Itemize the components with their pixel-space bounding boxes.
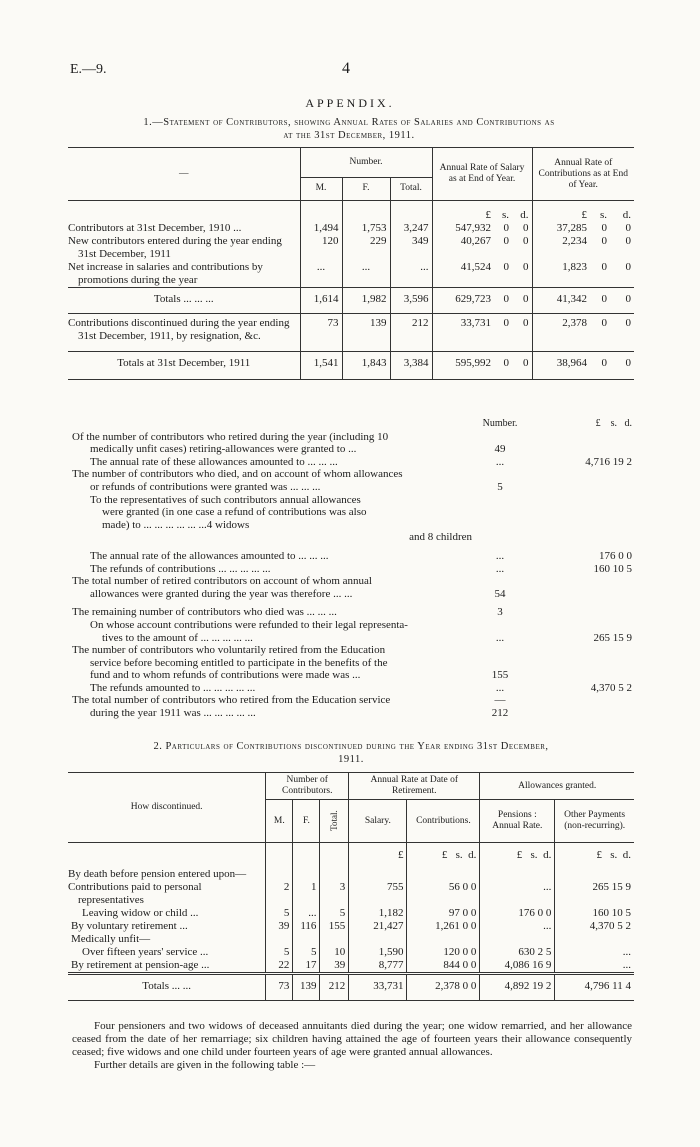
note-line: On whose account contributions were refunded to their legal representa-: [90, 618, 408, 631]
table-row: Contributions paid to personal representatives 2 1 3 755 56 0 0 ... 265 15 9: [68, 881, 634, 907]
section1-title: 1.—Statement of Contributors, showing Annual Rates of Salaries and Contributions as at the 31st December, 1911.: [143, 117, 555, 141]
table-row: Net increase in salaries and contributions by promotions during the year ... ... ... 41,524 0 0 1,823 0 0: [68, 261, 631, 286]
discontinued-contributions-table: How discontinued. Number of Contributors. Annual Rate at Date of Retirement. Allowances granted. M. F. Total. Salary. Contributions. Pensions : Annual Rate. Other Payments (non-recurring). £ £ s. d. £ s. d. £ s. d. By death before pension entered upon— Contributions paid to personal representatives 2 1 3 755 56 0 0 ... 265 15 9 Leaving widow or child ... 5 ... 5 1,182 97 0 0 176 0 0 160 10 5 By voluntary retirement ... 39 116 155 21,427 1,261 0 0 ... 4,370 5 2 Medically unfit— Over fifteen years' service ... 5 5 10 1,590 120 0 0 630 2 5 ... By retirement at pension-age ... 22 17 39 8,777 844 0 0 4,086 16 9 ... Totals ... ... 73 139 212 33,731 2,378 0 0 4,892 19 2 4,796 11 4: [68, 772, 634, 1001]
note-line: The annual rate of these allowances amounted to ... ... ... ... 4,716 19 2: [90, 455, 632, 468]
total-header: Total.: [390, 177, 432, 200]
totals-row: Totals ... ... 73 139 212 33,731 2,378 0 0 4,892 19 2 4,796 11 4: [68, 974, 634, 1001]
blank-header: —: [179, 168, 189, 179]
note-line: The number of contributors who died, and on account of whom allowances: [72, 468, 403, 481]
m-header: M.: [300, 177, 342, 200]
table-row: Leaving widow or child ... 5 ... 5 1,182 97 0 0 176 0 0 160 10 5: [68, 907, 634, 920]
note-line: tives to the amount of ... ... ... ... ... ... 265 15 9: [102, 631, 632, 644]
note-line: allowances were granted during the year was therefore ... ... 54: [90, 587, 506, 600]
table-row: Contributors at 31st December, 1910 ... 1,494 1,753 3,247 547,932 0 0 37,285 0 0: [68, 222, 631, 234]
table-row: Over fifteen years' service ... 5 5 10 1,590 120 0 0 630 2 5 ...: [68, 946, 634, 959]
note-line: made) to ... ... ... ... ... ...4 widows: [102, 518, 250, 531]
report-code: E.—9.: [70, 62, 107, 77]
note-line: The remaining number of contributors who died was ... ... ... 3: [72, 606, 503, 619]
note-line: during the year 1911 was ... ... ... ... ... 212: [90, 707, 509, 720]
retirement-notes: Number. £ s. d. Of the number of contributors who retired during the year (including 10 medically unfit cases) retiring-allowances were granted to ... 49 The annual rate of these allowances amounted to ... ... ... ... 4,716 19 2 The number of contributors who died, and on account of whom allowances or refunds of contributions were granted was ... ... ... 5 To the representatives of such contributors annual allowances were granted (in one case a refund of contributions was also made) to ... ... ... ... ... ...4 widows and 8 children The annual rate of the allowances amounted to ... ... ... ... 176 0 0 The refunds of contributions ... ... ... ... ... ... 160 10 5 The total number of retired contributors on account of whom annual allowances were granted during the year was therefore ... ... 54 The remaining number of contributors who died was ... ... ... 3 On whose account contributions were refunded to their legal representa- tives to the amount of ... ... ... ... ... ... 265 15 9 The number of contributors who voluntarily retired from the Education service before becoming entitled to participate in the benefits of the fund and to whom refunds of contributions were made was ... 155 The refunds amounted to ... ... ... ... ... ... 4,370 5 2 The total number of contributors who retired from the Education service — during the year 1911 was ... ... ... ... ... 212: [72, 418, 632, 720]
note-line: were granted (in one case a refund of contributions was also: [102, 506, 367, 519]
note-line: The annual rate of the allowances amounted to ... ... ... ... 176 0 0: [90, 549, 632, 562]
note-line: The total number of contributors who retired from the Education service —: [72, 694, 506, 707]
footer-notes: Four pensioners and two widows of deceased annuitants died during the year; one widow remarried, and her allowance ceased from the date of her remarriage; six children having attained the age of fourteen years their allowance consequently ceased; five widows and one child under fourteen years of age were granted annual allowances. Further details are given in the following table :—: [72, 1020, 632, 1071]
note-line: The refunds of contributions ... ... ... ... ... ... 160 10 5: [90, 562, 632, 575]
note-line: To the representatives of such contributors annual allowances: [90, 493, 361, 506]
note-line: and 8 children: [409, 531, 472, 544]
note-line: service before becoming entitled to participate in the benefits of the: [90, 656, 388, 669]
contrib-header: Annual Rate of Contributions as at End of Year.: [532, 148, 634, 201]
note-line: The total number of retired contributors on account of whom annual: [72, 575, 372, 588]
table-row: By retirement at pension-age ... 22 17 39 8,777 844 0 0 4,086 16 9 ...: [68, 959, 634, 974]
note-line: medically unfit cases) retiring-allowances were granted to ... 49: [90, 443, 506, 456]
note-line: fund and to whom refunds of contributions were made was ... 155: [90, 669, 509, 682]
table-row: By death before pension entered upon—: [68, 862, 634, 881]
pound-unit: £: [432, 201, 494, 223]
final-totals-row: Totals at 31st December, 1911 1,541 1,843 3,384 595,992 0 0 38,964 0 0: [68, 352, 634, 380]
page-number: 4: [342, 60, 350, 77]
section2-title: 2. Particulars of Contributions discontinued during the Year ending 31st December, 1911.: [153, 741, 549, 765]
totals-row: Totals ... ... ... 1,614 1,982 3,596 629,723 0 0 41,342 0 0: [68, 288, 634, 314]
f-header: F.: [342, 177, 390, 200]
table-row: Medically unfit—: [68, 933, 634, 946]
number-header: Number.: [300, 148, 432, 178]
note-line: Of the number of contributors who retired during the year (including 10: [72, 430, 389, 443]
table-row: Contributions discontinued during the year ending 31st December, 1911, by resignation, &c. 73 139 212 33,731 0 0 2,378 0 0: [68, 314, 634, 352]
table-row: New contributors entered during the year ending 31st December, 1911 120 229 349 40,267 0 0 2,234 0 0: [68, 235, 631, 260]
table-row: By voluntary retirement ... 39 116 155 21,427 1,261 0 0 ... 4,370 5 2: [68, 920, 634, 933]
appendix-title: APPENDIX.: [305, 96, 395, 110]
note-line: The refunds amounted to ... ... ... ... ... ... 4,370 5 2: [90, 681, 632, 694]
salary-header: Annual Rate of Salary as at End of Year.: [432, 148, 532, 201]
note-line: or refunds of contributions were granted was ... ... ... 5: [90, 480, 503, 493]
note-line: The number of contributors who voluntarily retired from the Education: [72, 644, 386, 657]
contributors-statement-table: — Number. Annual Rate of Salary as at End of Year. Annual Rate of Contributions as at End of Year. M. F. Total. £ s. d. £ s. d. Contributors at 31st December, 1910 ... 1,494 1,753 3,247 547,932 0 0 37,285 0 0 New contributors entered during the year ending 31st December, 1911 120 229 349 40,267 0 0 2,234 0 0 Net increase in salaries and contributions by promotions during the year ... ... ... 41,524 0 0 1,823 0 0 Totals ... ... ... 1,614 1,982 3,596 629,723 0 0 41,342 0 0 Contributions discontinued during the year ending 31st December, 1911, by resignation, &c. 73 139 212 33,731 0 0 2,378 0 0 Totals at 31st December, 1911 1,541 1,843 3,384 595,992 0 0 38,964 0 0: [68, 147, 634, 380]
